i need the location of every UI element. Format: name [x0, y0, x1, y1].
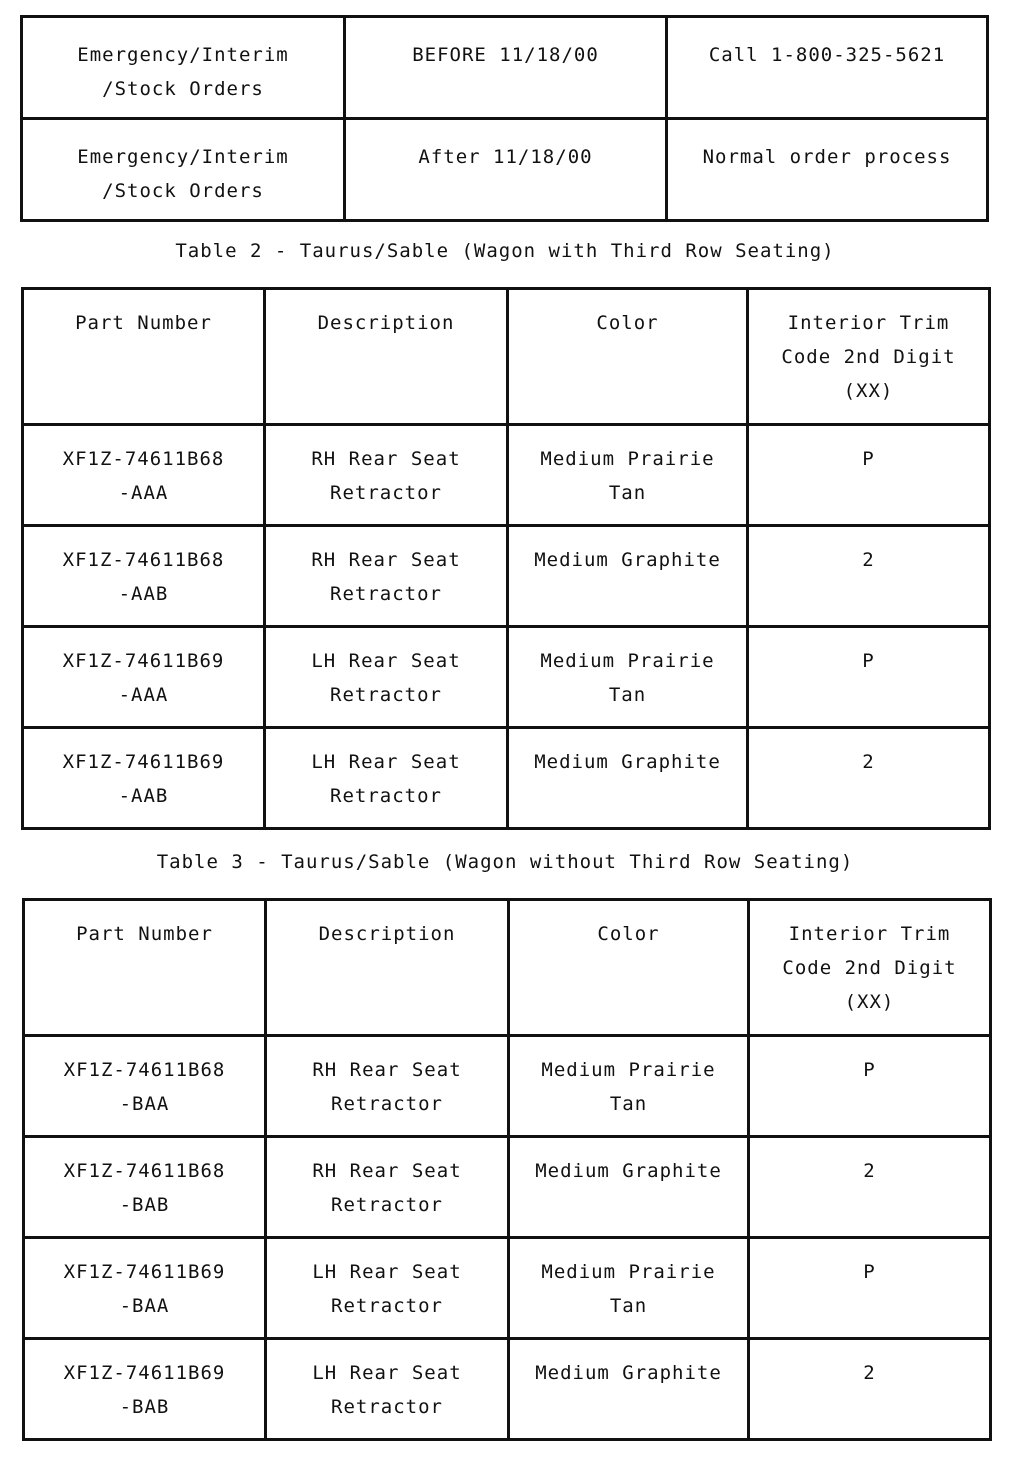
description-header: Description — [265, 289, 508, 425]
table-header-row — [23, 289, 990, 425]
part-number-cell: XF1Z-74611B68 -AAA — [23, 425, 265, 526]
part-number-cell: XF1Z-74611B68 -BAB — [24, 1137, 266, 1238]
description-cell: RH Rear Seat Retractor — [266, 1137, 509, 1238]
description-cell: LH Rear Seat Retractor — [266, 1339, 509, 1440]
table-row — [24, 1137, 991, 1238]
trim-code-header: Interior Trim Code 2nd Digit (XX) — [748, 289, 990, 425]
table-row — [22, 119, 988, 221]
order-type-cell: Emergency/Interim /Stock Orders — [22, 119, 345, 221]
description-cell: RH Rear Seat Retractor — [265, 526, 508, 627]
table-row — [22, 17, 988, 119]
description-header: Description — [266, 900, 509, 1036]
table3-parts-table — [22, 898, 992, 1441]
trim-code-cell: P — [748, 627, 990, 728]
description-cell: LH Rear Seat Retractor — [265, 627, 508, 728]
color-cell: Medium Prairie Tan — [509, 1036, 749, 1137]
part-number-cell: XF1Z-74611B69 -BAA — [24, 1238, 266, 1339]
part-number-cell: XF1Z-74611B69 -BAB — [24, 1339, 266, 1440]
trim-code-cell: 2 — [749, 1137, 991, 1238]
order-process-cell: Call 1-800-325-5621 — [667, 17, 988, 119]
description-cell: LH Rear Seat Retractor — [265, 728, 508, 829]
description-cell: RH Rear Seat Retractor — [265, 425, 508, 526]
trim-code-cell: 2 — [749, 1339, 991, 1440]
table-row — [23, 425, 990, 526]
order-type-cell: Emergency/Interim /Stock Orders — [22, 17, 345, 119]
color-cell: Medium Prairie Tan — [508, 425, 748, 526]
trim-code-cell: 2 — [748, 728, 990, 829]
order-instructions-table — [20, 15, 989, 222]
table-header-row — [24, 900, 991, 1036]
part-number-cell: XF1Z-74611B69 -AAA — [23, 627, 265, 728]
trim-code-cell: 2 — [748, 526, 990, 627]
description-cell: LH Rear Seat Retractor — [266, 1238, 509, 1339]
color-header: Color — [508, 289, 748, 425]
part-number-cell: XF1Z-74611B68 -BAA — [24, 1036, 266, 1137]
color-cell: Medium Graphite — [509, 1339, 749, 1440]
part-number-cell: XF1Z-74611B68 -AAB — [23, 526, 265, 627]
table-row — [23, 526, 990, 627]
order-date-cell: BEFORE 11/18/00 — [345, 17, 667, 119]
table-row — [24, 1036, 991, 1137]
table-row — [24, 1339, 991, 1440]
table2-parts-table — [21, 287, 991, 830]
color-cell: Medium Prairie Tan — [508, 627, 748, 728]
trim-code-cell: P — [748, 425, 990, 526]
table-row — [23, 627, 990, 728]
trim-code-header: Interior Trim Code 2nd Digit (XX) — [749, 900, 991, 1036]
table-row — [23, 728, 990, 829]
table3-caption: Table 3 - Taurus/Sable (Wagon without Third Row Seating) — [156, 851, 854, 873]
part-number-header: Part Number — [24, 900, 266, 1036]
trim-code-cell: P — [749, 1036, 991, 1137]
table-row — [24, 1238, 991, 1339]
trim-code-cell: P — [749, 1238, 991, 1339]
order-process-cell: Normal order process — [667, 119, 988, 221]
part-number-cell: XF1Z-74611B69 -AAB — [23, 728, 265, 829]
part-number-header: Part Number — [23, 289, 265, 425]
color-cell: Medium Graphite — [508, 728, 748, 829]
color-header: Color — [509, 900, 749, 1036]
color-cell: Medium Graphite — [509, 1137, 749, 1238]
order-date-cell: After 11/18/00 — [345, 119, 667, 221]
description-cell: RH Rear Seat Retractor — [266, 1036, 509, 1137]
color-cell: Medium Prairie Tan — [509, 1238, 749, 1339]
color-cell: Medium Graphite — [508, 526, 748, 627]
table2-caption: Table 2 - Taurus/Sable (Wagon with Third Row Seating) — [175, 240, 835, 262]
